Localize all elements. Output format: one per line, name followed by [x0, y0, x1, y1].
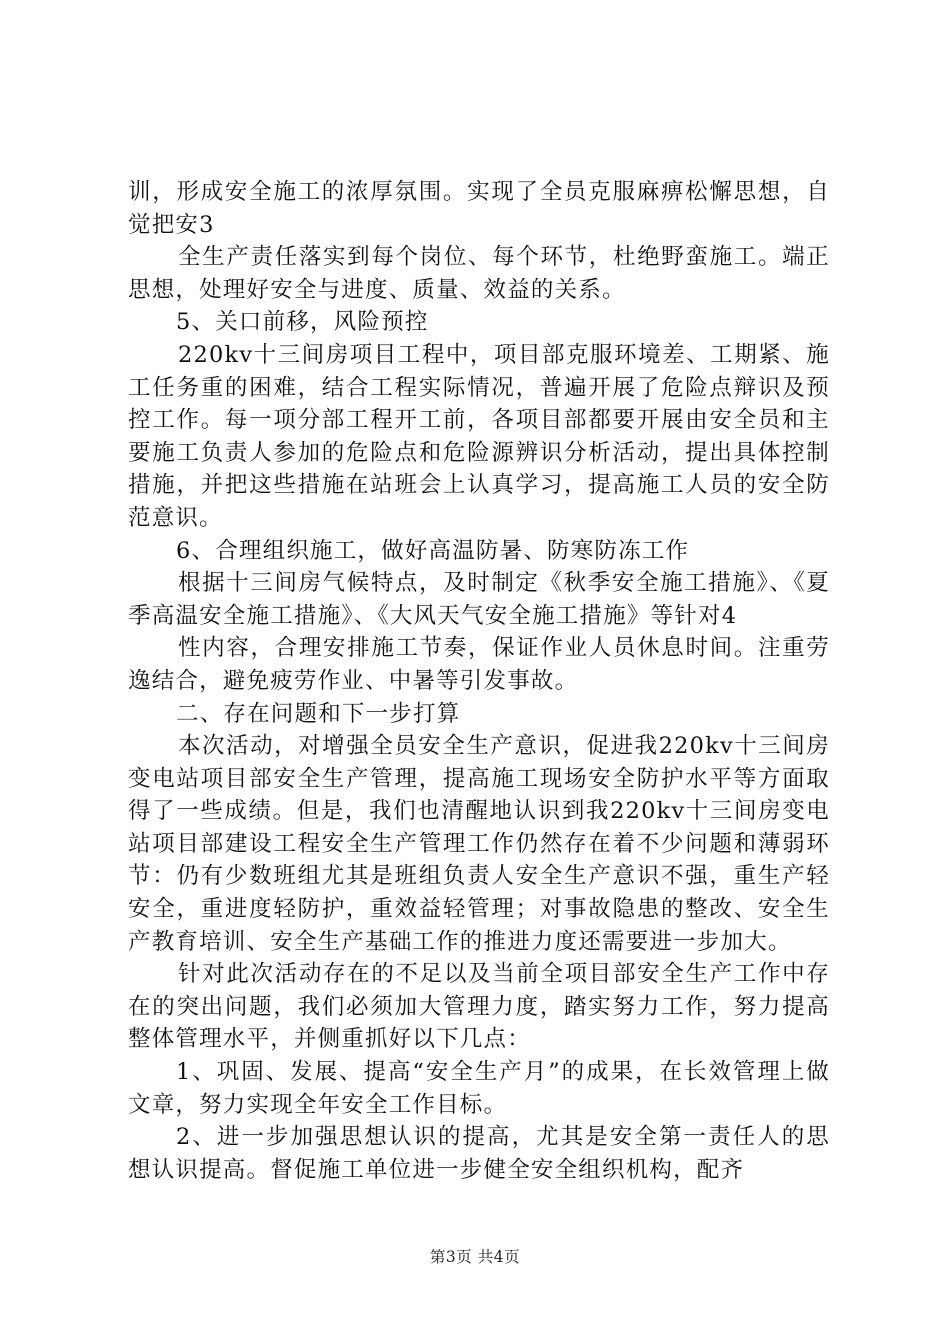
paragraph-5: 性内容，合理安排施工节奏，保证作业人员休息时间。注重劳逸结合，避免疲劳作业、中暑等引发事故。 — [128, 635, 830, 694]
paragraph-1: 训，形成安全施工的浓厚氛围。实现了全员克服麻痹松懈思想，自觉把安3 — [128, 179, 830, 238]
paragraph-4: 根据十三间房气候特点，及时制定《秋季安全施工措施》、《夏季高温安全施工措施》、《大风天气安全施工措施》等针对4 — [128, 570, 830, 629]
section-heading-5: 5、关口前移，风险预控 — [176, 309, 429, 336]
section-heading-6: 6、合理组织施工，做好高温防暑、防寒防冻工作 — [176, 537, 690, 564]
page-footer: 第3页 共4页 — [429, 1248, 521, 1266]
document-body — [128, 176, 830, 1186]
paragraph-2: 全生产责任落实到每个岗位、每个环节，杜绝野蛮施工。端正思想，处理好安全与进度、质量、效益的关系。 — [128, 244, 830, 303]
list-item-1: 1、巩固、发展、提高“安全生产月”的成果，在长效管理上做文章，努力实现全年安全工作目标。 — [128, 1059, 830, 1118]
paragraph-7: 针对此次活动存在的不足以及当前全项目部安全生产工作中存在的突出问题，我们必须加大管理力度，踏实努力工作，努力提高整体管理水平，并侧重抓好以下几点： — [128, 961, 830, 1053]
paragraph-3: 220kv十三间房项目工程中，项目部克服环境差、工期紧、施工任务重的困难，结合工程实际情况，普遍开展了危险点辩识及预控工作。每一项分部工程开工前，各项目部都要开展由安全员和主要施工负责人参加的危险点和危险源辨识分析活动，提出具体控制措施，并把这些措施在站班会上认真学习，提高施工人员的安全防范意识。 — [128, 341, 830, 531]
paragraph-6: 本次活动，对增强全员安全生产意识，促进我220kv十三间房变电站项目部安全生产管理，提高施工现场安全防护水平等方面取得了一些成绩。但是，我们也清醒地认识到我220kv十三间房变电站项目部建设工程安全生产管理工作仍然存在着不少问题和薄弱环节：仍有少数班组尤其是班组负责人安全生产意识不强，重生产轻安全，重进度轻防护，重效益轻管理；对事故隐患的整改、安全生产教育培训、安全生产基础工作的推进力度还需要进一步加大。 — [128, 733, 830, 955]
list-item-2: 2、进一步加强思想认识的提高，尤其是安全第一责任人的思想认识提高。督促施工单位进一步健全安全组织机构，配齐 — [128, 1124, 830, 1183]
section-heading-2: 二、存在问题和下一步打算 — [176, 700, 461, 727]
